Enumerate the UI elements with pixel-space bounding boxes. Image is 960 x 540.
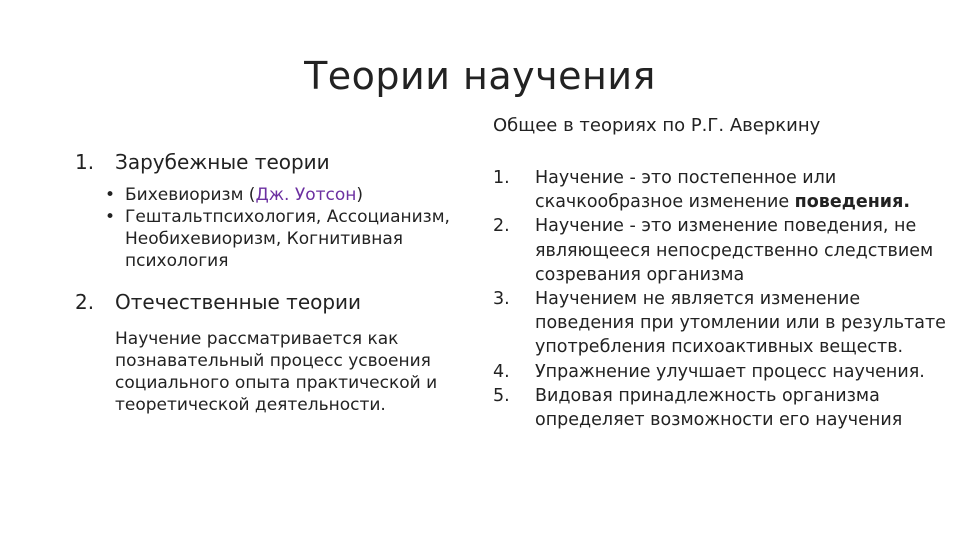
list-item: 2. Научение - это изменение поведения, не являющееся непосредственно следствием созревания организма (493, 216, 934, 285)
list-item: 3. Научением не является изменение поведения при утомлении или в результате употребления психоактивных веществ. (493, 289, 946, 358)
bullet-icon: • (105, 207, 116, 227)
list-label: Зарубежные теории (115, 150, 330, 174)
left-column (75, 148, 475, 416)
slide-title: Теории научения (304, 54, 656, 98)
emphasis: поведения (794, 192, 904, 213)
numbered-list (493, 166, 960, 432)
list-item-domestic-theories (75, 288, 475, 316)
bullet-item-behaviorism: • Бихевиоризм (Дж. Уотсон) (105, 185, 364, 205)
bullet-icon: • (105, 185, 116, 205)
bullet-text: Гештальтпсихология, Ассоцианизм, Необихевиоризм, Когнитивная психология (125, 207, 450, 271)
right-column (493, 166, 960, 432)
list-item-foreign-theories (75, 148, 475, 176)
list-item: 4. Упражнение улучшает процесс научения. (493, 361, 925, 382)
author-name: Дж. Уотсон (255, 185, 357, 205)
list-label: Отечественные теории (115, 290, 362, 314)
domestic-paragraph: Научение рассматривается как познавательный процесс усвоения социального опыта практической и теоретической деятельности. (115, 329, 438, 415)
list-item: 1. Научение - это постепенное или скачкообразное изменение поведения. (493, 168, 910, 213)
list-item: 5. Видовая принадлежность организма определяет возможности его научения (493, 385, 903, 431)
list-number: 1. (75, 150, 95, 174)
bullet-list (105, 184, 475, 272)
slide-subtitle: Общее в теориях по Р.Г. Аверкину (493, 115, 821, 136)
bullet-item-gestalt (105, 206, 475, 272)
list-number: 2. (75, 290, 95, 314)
